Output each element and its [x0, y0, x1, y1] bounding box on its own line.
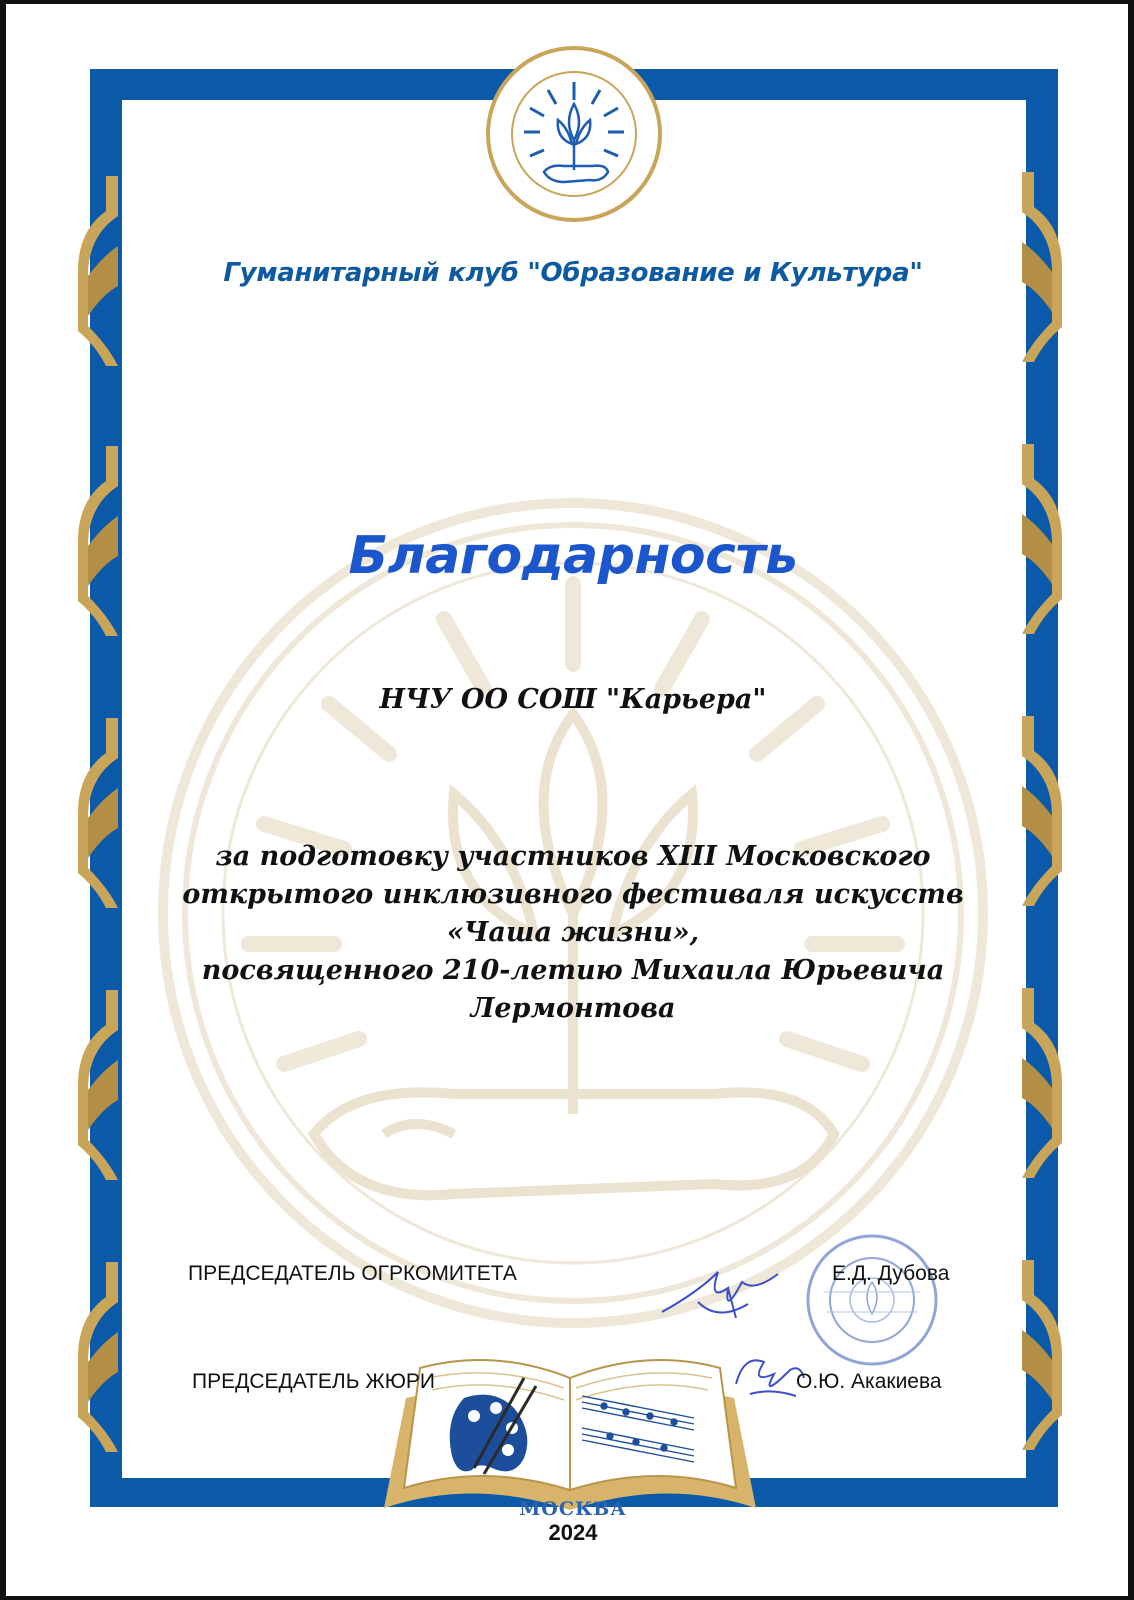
- reason-line: за подготовку участников XIII Московского: [215, 841, 931, 872]
- organization-name: Гуманитарный клуб "Образование и Культура": [223, 258, 923, 288]
- recipient-name: НЧУ ОО СОШ "Карьера": [379, 684, 767, 715]
- jury-chair-label: ПРЕДСЕДАТЕЛЬ ЖЮРИ: [192, 1370, 436, 1393]
- gold-ribbon-icon: [78, 990, 124, 1180]
- footer-year: 2024: [548, 1520, 598, 1545]
- signature-1-icon: [658, 1252, 788, 1332]
- official-stamp-icon: [804, 1232, 940, 1368]
- gold-ribbon-icon: [1016, 988, 1062, 1178]
- jury-chair-name: О.Ю. Акакиева: [796, 1370, 942, 1393]
- reason-line: «Чаша жизни»,: [446, 917, 700, 948]
- gold-ribbon-icon: [1016, 716, 1062, 906]
- gold-ribbon-icon: [78, 1262, 124, 1452]
- certificate-page: [6, 4, 1128, 1596]
- footer-city: МОСКВА: [519, 1498, 627, 1520]
- reason-line: открытого инклюзивного фестиваля искусств: [182, 879, 964, 910]
- certificate-title: Благодарность: [348, 526, 798, 586]
- reason-line: посвященного 210-летию Михаила Юрьевича: [201, 955, 945, 986]
- gold-ribbon-icon: [78, 718, 124, 908]
- club-emblem-icon: [484, 44, 664, 224]
- reason-line: Лермонтова: [470, 993, 676, 1024]
- organizing-committee-chair-name: Е.Д. Дубова: [832, 1262, 950, 1285]
- award-reason: [146, 838, 1000, 1028]
- organizing-committee-chair-label: ПРЕДСЕДАТЕЛЬ ОГРКОМИТЕТА: [188, 1262, 517, 1285]
- open-book-icon: [374, 1338, 766, 1516]
- gold-ribbon-icon: [1016, 1260, 1062, 1450]
